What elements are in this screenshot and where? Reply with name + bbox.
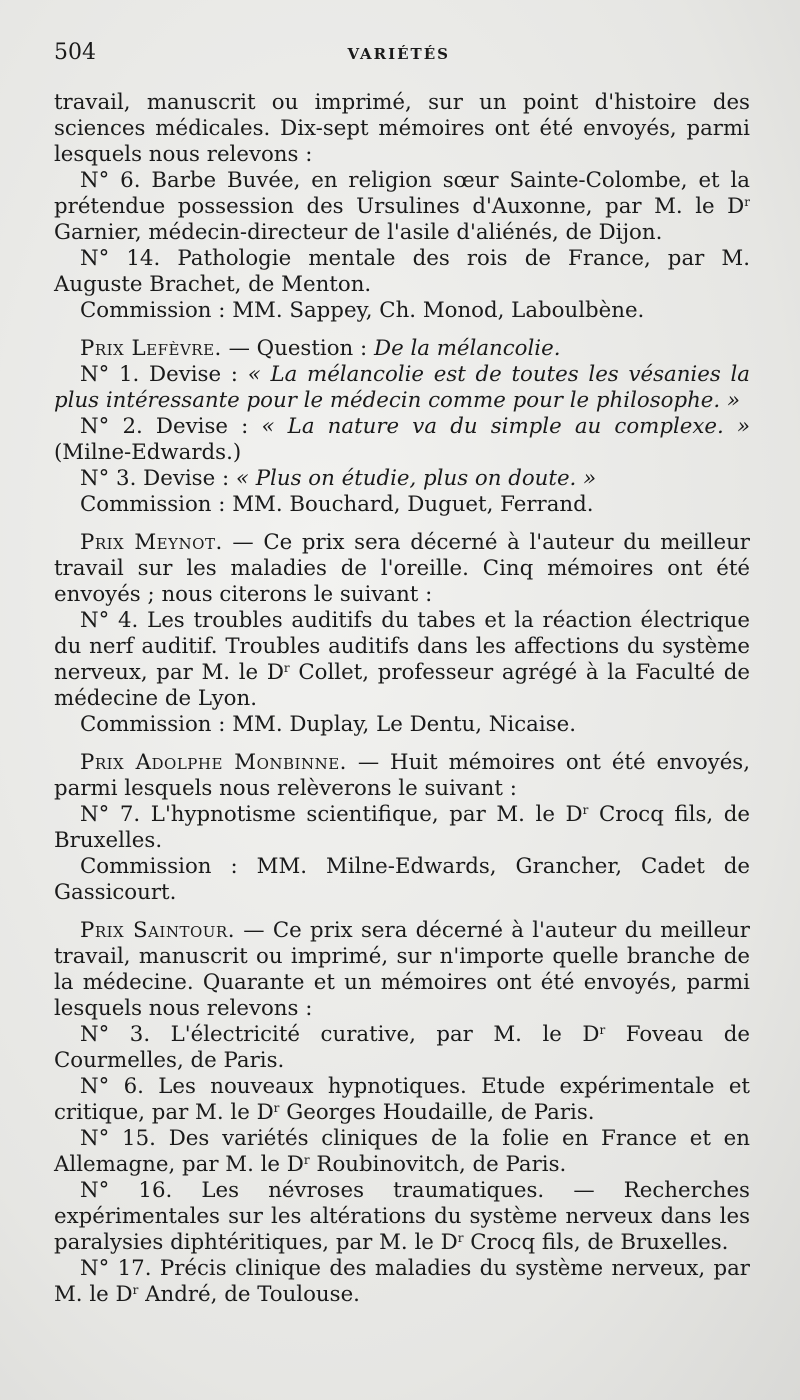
entry-number: N° 6. <box>80 168 141 193</box>
monbinne-entry: N° 7. L'hypnotisme scientifique, par M. le $D^r$ Crocq fils, de Bruxelles. <box>54 802 750 853</box>
prize-title: Prix Adolphe Monbinne. <box>80 750 347 775</box>
saintour-entry: N° 3. L'électricité curative, par M. le $D^r$ Foveau de Courmelles, de Paris. <box>54 1022 750 1073</box>
prix-meynot-paragraph: Prix Meynot. — Ce prix sera décerné à l'auteur du meilleur travail sur les maladies de l'oreille. Cinq mémoires ont été envoyés ; nous citerons le suivant : <box>54 530 750 607</box>
lefevre-entry-2: N° 2. Devise : « La nature va du simple au complexe. » (Milne-Edwards.) <box>54 414 750 465</box>
commission-line: Commission : MM. Bouchard, Duguet, Ferrand. <box>80 492 594 517</box>
commission-line: Commission : MM. Milne-Edwards, Grancher, Cadet de Gassicourt. <box>54 854 750 905</box>
saintour-entry: N° 16. Les névroses traumatiques. — Recherches expérimentales sur les altérations du système nerveux dans les paralysies diphtéritiques, par M. le $D^r$ Crocq fils, de Bruxelles. <box>54 1178 750 1255</box>
prize-title: Prix Lefèvre. <box>80 336 222 361</box>
prize-title: Prix Saintour. <box>80 918 235 943</box>
prix-saintour-paragraph: Prix Saintour. — Ce prix sera décerné à l'auteur du meilleur travail, manuscrit ou imprimé, sur n'importe quelle branche de la médecine. Quarante et un mémoires ont été envoyés, parmi lesquels nous relevons : <box>54 918 750 1021</box>
lefevre-entry-3: N° 3. Devise : « Plus on étudie, plus on doute. » <box>80 466 597 491</box>
prix-monbinne-paragraph: Prix Adolphe Monbinne. — Huit mémoires ont été envoyés, parmi lesquels nous relèverons le suivant : <box>54 750 750 801</box>
saintour-entry: N° 15. Des variétés cliniques de la folie en France et en Allemagne, par M. le $D^r$ Roubinovitch, de Paris. <box>54 1126 750 1177</box>
meynot-entry: N° 4. Les troubles auditifs du tabes et la réaction électrique du nerf auditif. Troubles auditifs dans les affections du système nerveux, par M. le $D^r$ Collet, professeur agrégé à la Faculté de médecine de Lyon. <box>54 608 750 711</box>
entry-barbe-buvee: N° 6. Barbe Buvée, en religion sœur Sainte-Colombe, et la prétendue possession des Ursulines d'Auxonne, par M. le $D^r$ Garnier, médecin-directeur de l'asile d'aliénés, de Dijon. <box>54 168 750 245</box>
lefevre-entry-1: N° 1. Devise : « La mélancolie est de toutes les vésanies la plus intéressante pour le médecin comme pour le philosophe. » <box>54 362 750 413</box>
prix-lefevre-heading: Prix Lefèvre. — Question : De la mélancolie. <box>80 336 561 361</box>
prize-title: Prix Meynot. <box>80 530 223 555</box>
running-head: VARIÉTÉS <box>347 45 450 63</box>
opening-paragraph: travail, manuscrit ou imprimé, sur un point d'histoire des sciences médicales. Dix-sept mémoires ont été envoyés, parmi lesquels nous relevons : <box>54 90 750 167</box>
saintour-entry: N° 17. Précis clinique des maladies du système nerveux, par M. le $D^r$ André, de Toulouse. <box>54 1256 750 1307</box>
entry-number: N° 14. <box>80 246 161 271</box>
body-text <box>54 90 750 1308</box>
page-header <box>54 40 750 82</box>
page-number: 504 <box>54 40 96 65</box>
commission-line: Commission : MM. Duplay, Le Dentu, Nicaise. <box>80 712 576 737</box>
commission-line: Commission : MM. Sappey, Ch. Monod, Laboulbène. <box>80 298 645 323</box>
saintour-entry: N° 6. Les nouveaux hypnotiques. Etude expérimentale et critique, par M. le $D^r$ Georges Houdaille, de Paris. <box>54 1074 750 1125</box>
entry-brachet: N° 14. Pathologie mentale des rois de France, par M. Auguste Brachet, de Menton. <box>54 246 750 297</box>
